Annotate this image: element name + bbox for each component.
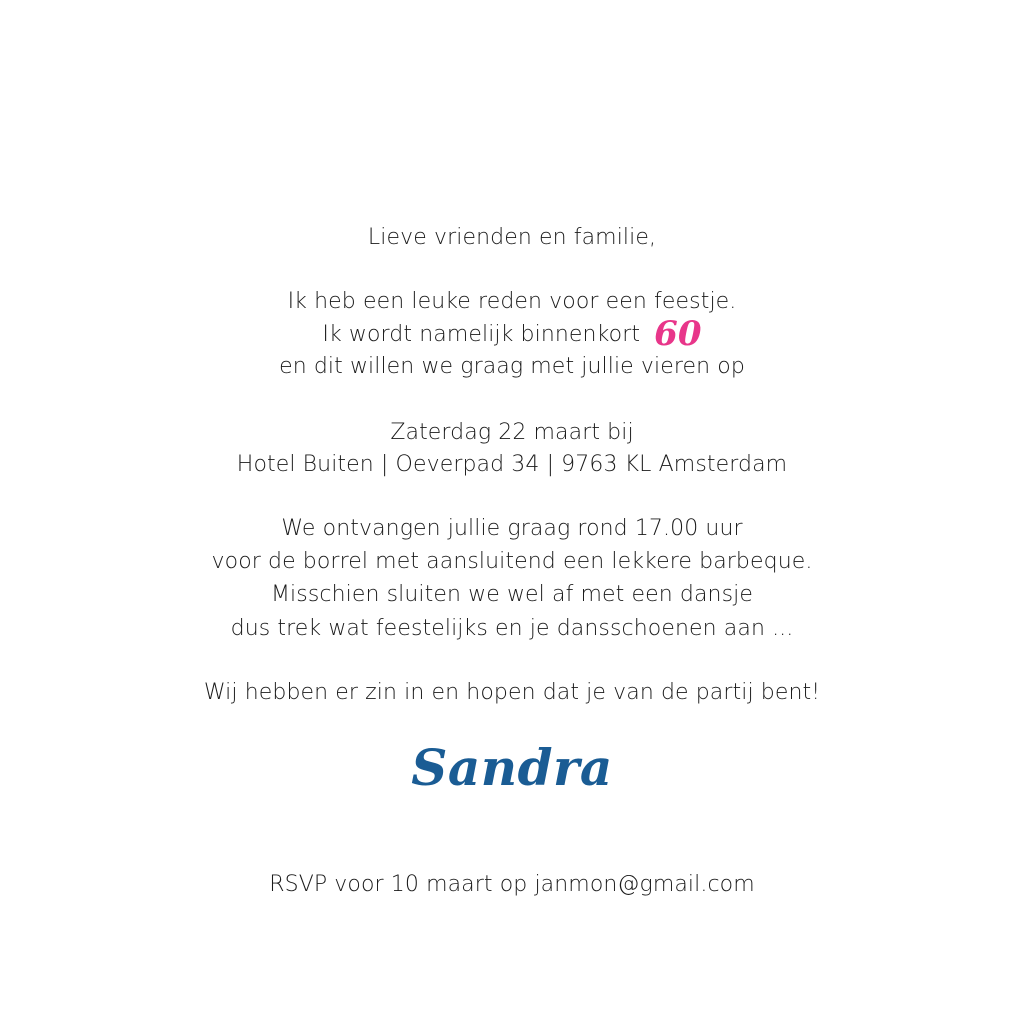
date-line: Zaterdag 22 maart bij [390, 420, 634, 445]
age-number: 60 [654, 314, 702, 354]
greeting: Lieve vrienden en familie, [367, 225, 657, 250]
signature: Sandra [411, 738, 613, 797]
location-line: Hotel Buiten | Oeverpad 34 | 9763 KL Amsterdam [236, 452, 788, 477]
intro-line-1: Ik heb een leuke reden voor een feestje. [287, 289, 737, 314]
intro-line-2: Ik wordt namelijk binnenkort [322, 322, 641, 347]
details-line-4: dus trek wat feestelijks en je dansschoenen aan ... [230, 616, 794, 641]
details-line-1: We ontvangen jullie graag rond 17.00 uur [281, 516, 743, 541]
intro-line-3: en dit willen we graag met jullie vieren op [279, 354, 745, 379]
details-line-3: Misschien sluiten we wel af met een dansje [270, 582, 754, 607]
details-line-2: voor de borrel met aansluitend een lekkere barbeque. [211, 549, 813, 574]
intro-line-2-row [0, 314, 1024, 354]
rsvp-line: RSVP voor 10 maart op janmon@gmail.com [269, 872, 755, 897]
closing-line: Wij hebben er zin in en hopen dat je van de partij bent! [203, 680, 821, 705]
